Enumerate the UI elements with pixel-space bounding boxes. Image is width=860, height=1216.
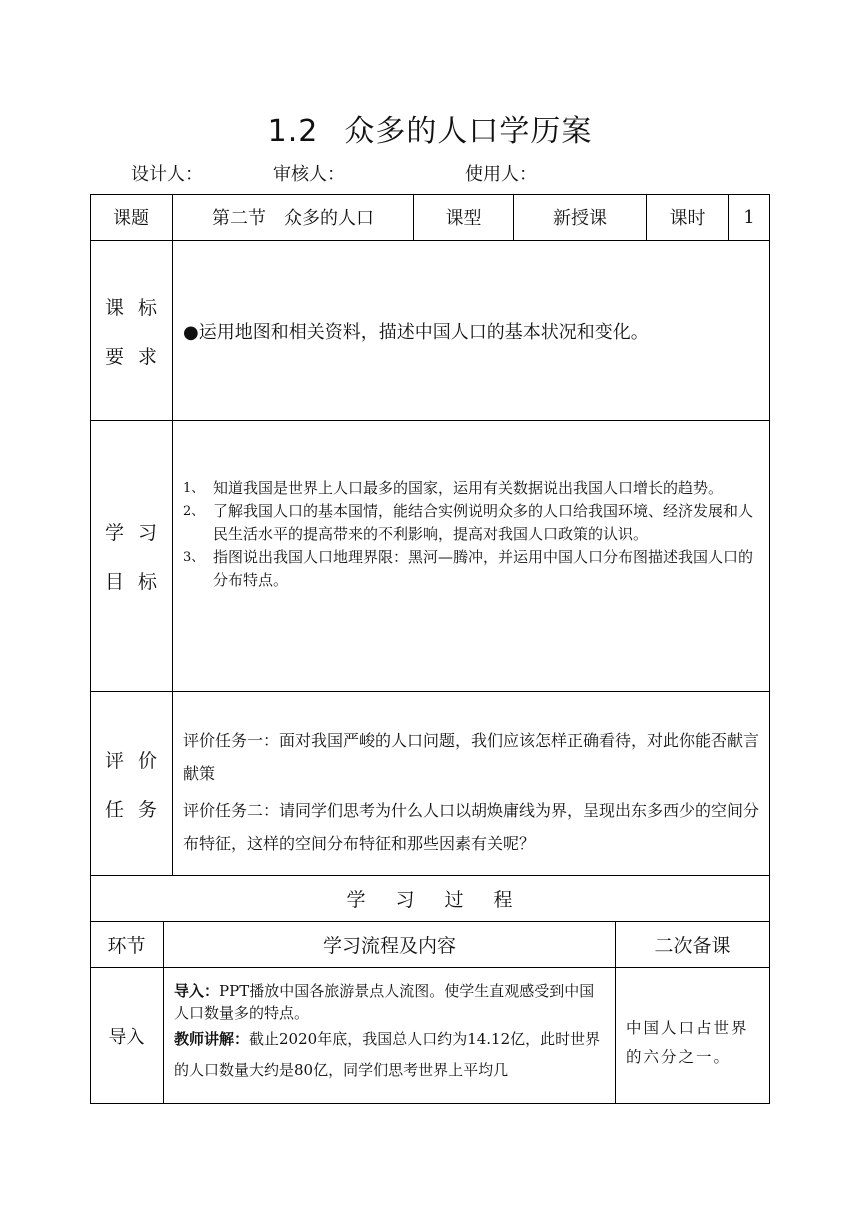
title-number: 1.2 <box>267 114 319 149</box>
user-label: 使用人： <box>465 164 537 185</box>
hours-label-cell <box>647 194 729 241</box>
content-header-cell <box>164 922 616 968</box>
intro-text: PPT播放中国各旅游景点人流图。使学生直观感受到中国人口数量多的特点。 <box>174 982 595 1022</box>
hours-label: 课时 <box>669 208 706 229</box>
designer-label: 设计人： <box>131 164 203 185</box>
evaluation-label-line1: 评价 <box>104 749 171 772</box>
content-header: 学习流程及内容 <box>322 935 456 957</box>
stage-header: 环节 <box>107 935 146 957</box>
process-heading: 学习过程 <box>346 889 543 911</box>
topic-label-cell <box>90 194 173 241</box>
type-label-cell <box>414 194 514 241</box>
objective-item <box>183 546 755 592</box>
objective-number: 1、 <box>183 481 205 496</box>
page-title <box>0 106 860 150</box>
hours-value-cell <box>729 194 770 241</box>
objectives-content-cell <box>173 421 770 692</box>
stage-cell <box>90 968 164 1104</box>
hours-value: 1 <box>743 206 755 228</box>
objective-text: 了解我国人口的基本国情，能结合实例说明众多的人口给我国环境、经济发展和人民生活水平的提高带来的不利影响，提高对我国人口政策的认识。 <box>213 502 754 543</box>
prep-note: 中国人口占世界的六分之一。 <box>626 1019 749 1066</box>
objective-item <box>183 477 755 500</box>
type-label: 课型 <box>445 208 482 229</box>
type-value-cell <box>514 194 647 241</box>
stage-header-cell <box>90 922 164 968</box>
objective-item <box>183 500 755 546</box>
prep-note-cell <box>616 968 770 1104</box>
intro-paragraph <box>174 980 605 1024</box>
topic-value-cell <box>173 194 414 241</box>
objective-number: 3、 <box>183 550 205 565</box>
process-content-cell <box>164 968 616 1104</box>
objectives-label-line1: 学习 <box>104 522 171 544</box>
process-heading-cell <box>90 876 770 922</box>
topic-label: 课题 <box>113 208 149 229</box>
type-value: 新授课 <box>553 208 607 229</box>
stage-value: 导入 <box>108 1026 145 1048</box>
intro-label: 导入： <box>174 982 220 1000</box>
topic-value: 第二节 众多的人口 <box>212 208 374 229</box>
objective-number: 2、 <box>183 504 205 519</box>
title-text: 众多的人口学历案 <box>344 114 593 149</box>
lesson-plan-table <box>90 194 770 1104</box>
objectives-label-line2: 目标 <box>104 571 171 593</box>
evaluation-task-1: 评价任务一：面对我国严峻的人口问题，我们应该怎样正确看待，对此你能否献言献策 <box>183 731 760 783</box>
teacher-label: 教师讲解： <box>174 1030 250 1048</box>
prep-header: 二次备课 <box>654 935 731 957</box>
objective-text: 指图说出我国人口地理界限：黑河—腾冲，并运用中国人口分布图描述我国人口的分布特点。 <box>213 548 754 589</box>
standards-content-cell <box>173 241 770 421</box>
evaluation-label-line2: 任务 <box>104 798 171 821</box>
standards-label-line1: 课标 <box>104 296 171 319</box>
evaluation-label-cell <box>90 692 173 876</box>
standards-text: ●运用地图和相关资料，描述中国人口的基本状况和变化。 <box>183 321 649 343</box>
standards-label-cell <box>90 241 173 421</box>
evaluation-content-cell <box>173 692 770 876</box>
objective-text: 知道我国是世界上人口最多的国家，运用有关数据说出我国人口增长的趋势。 <box>213 479 724 497</box>
reviewer-label: 审核人： <box>273 164 345 185</box>
prep-header-cell <box>616 922 770 968</box>
teacher-paragraph <box>174 1024 605 1086</box>
standards-label-line2: 要求 <box>104 345 171 368</box>
evaluation-task-2: 评价任务二：请同学们思考为什么人口以胡焕庸线为界，呈现出东多西少的空间分布特征，这样的空间分布特征和那些因素有关呢？ <box>183 801 760 853</box>
objectives-label-cell <box>90 421 173 692</box>
teacher-text: 截止2020年底，我国总人口约为14.12亿，此时世界的人口数量大约是80亿，同学们思考世界上平均几 <box>174 1030 601 1079</box>
